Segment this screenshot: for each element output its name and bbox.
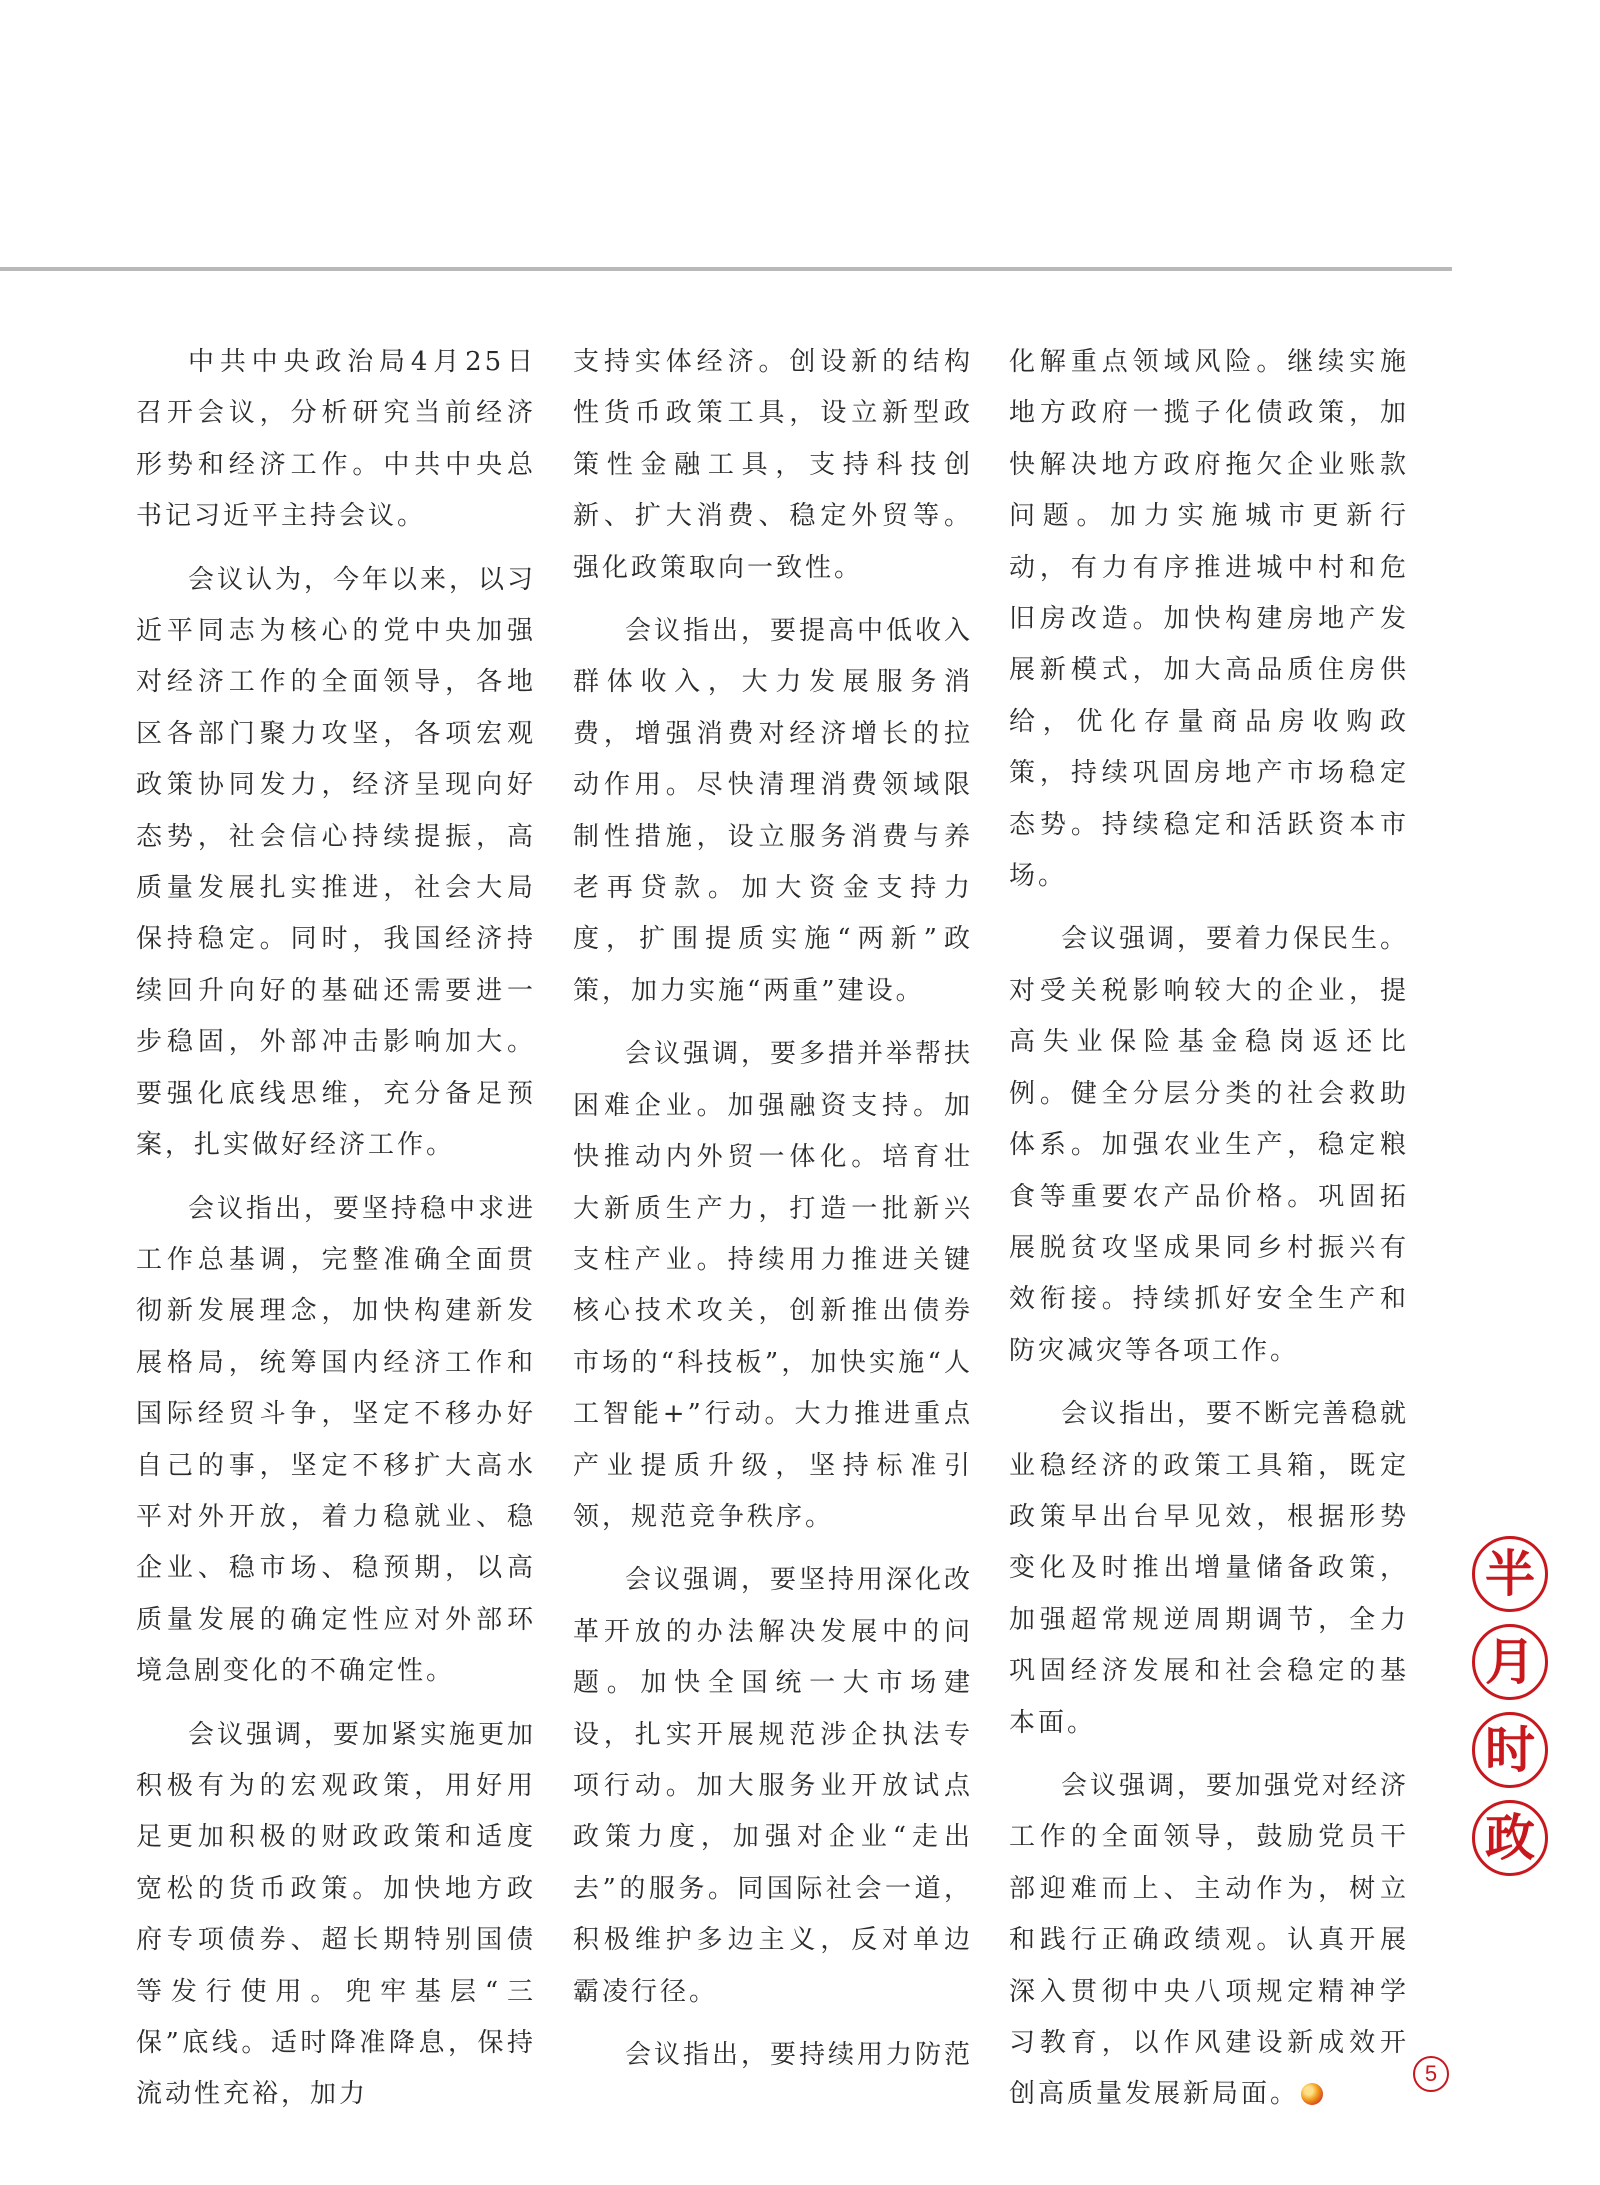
paragraph-continued: 支持实体经济。创设新的结构性货币政策工具，设立新型政策性金融工具，支持科技创新、扩大消费、稳定外贸等。强化政策取向一致性。 xyxy=(573,347,973,583)
article-column-2 xyxy=(573,337,973,2093)
paragraph: 会议指出，要不断完善稳就业稳经济的政策工具箱，既定政策早出台早见效，根据形势变化及时推出增量储备政策，加强超常规逆周期调节，全力巩固经济发展和社会稳定的基本面。 xyxy=(1009,1399,1410,1738)
paragraph: 会议指出，要坚持稳中求进工作总基调，完整准确全面贯彻新发展理念，加快构建新发展格局，统筹国内经济工作和国际经贸斗争，坚定不移办好自己的事，坚定不移扩大高水平对外开放，着力稳就业、稳企业、稳市场、稳预期，以高质量发展的确定性应对外部环境急剧变化的不确定性。 xyxy=(136,1193,537,1687)
paragraph: 会议强调，要坚持用深化改革开放的办法解决发展中的问题。加快全国统一大市场建设，扎实开展规范涉企执法专项行动。加大服务业开放试点政策力度，加强对企业“走出去”的服务。同国际社会一道，积极维护多边主义，反对单边霸凌行径。 xyxy=(573,1565,974,2007)
page-number: 5 xyxy=(1413,2056,1449,2092)
paragraph: 会议指出，要持续用力防范 xyxy=(625,2040,974,2070)
sidebar-seal-char: 半 xyxy=(1472,1536,1548,1612)
paragraph: 会议认为，今年以来，以习近平同志为核心的党中央加强对经济工作的全面领导，各地区各部门聚力攻坚，各项宏观政策协同发力，经济呈现向好态势，社会信心持续提振，高质量发展扎实推进，社会大局保持稳定。同时，我国经济持续回升向好的基础还需要进一步稳固，外部冲击影响加大。要强化底线思维，充分备足预案，扎实做好经济工作。 xyxy=(136,564,537,1161)
article-column-3 xyxy=(1009,337,1409,2133)
paragraph: 中共中央政治局4月25日召开会议，分析研究当前经济形势和经济工作。中共中央总书记习近平主持会议。 xyxy=(136,347,536,532)
paragraph-continued: 化解重点领域风险。继续实施地方政府一揽子化债政策，加快解决地方政府拖欠企业账款问题。加力实施城市更新行动，有力有序推进城中村和危旧房改造。加快构建房地产发展新模式，加大高品质住房供给，优化存量商品房收购政策，持续巩固房地产市场稳定态势。持续稳定和活跃资本市场。 xyxy=(1009,347,1409,892)
paragraph: 会议强调，要着力保民生。对受关税影响较大的企业，提高失业保险基金稳岗返还比例。健全分层分类的社会救助体系。加强农业生产，稳定粮食等重要农产品价格。巩固拓展脱贫攻坚成果同乡村振兴有效衔接。持续抓好安全生产和防灾减灾等各项工作。 xyxy=(1009,924,1410,1366)
article-column-1 xyxy=(136,337,536,2133)
paragraph: 会议指出，要提高中低收入群体收入，大力发展服务消费，增强消费对经济增长的拉动作用。尽快清理消费领域限制性措施，设立服务消费与养老再贷款。加大资金支持力度，扩围提质实施“两新”政策，加力实施“两重”建设。 xyxy=(573,616,974,1006)
sidebar-seal-char: 月 xyxy=(1472,1624,1548,1700)
header-rule xyxy=(0,267,1452,271)
end-mark-icon xyxy=(1301,2083,1323,2105)
paragraph-final xyxy=(1009,1761,1409,2121)
sidebar-seal-char: 政 xyxy=(1472,1800,1548,1876)
sidebar-seal-char: 时 xyxy=(1472,1712,1548,1788)
paragraph: 会议强调，要多措并举帮扶困难企业。加强融资支持。加快推动内外贸一体化。培育壮大新质生产力，打造一批新兴支柱产业。持续用力推进关键核心技术攻关，创新推出债券市场的“科技板”，加快实施“人工智能+”行动。大力推进重点产业提质升级，坚持标准引领，规范竞争秩序。 xyxy=(573,1039,974,1532)
paragraph: 会议强调，要加紧实施更加积极有为的宏观政策，用好用足更加积极的财政政策和适度宽松的货币政策。加快地方政府专项债券、超长期特别国债等发行使用。兜牢基层“三保”底线。适时降准降息，保持流动性充裕，加力 xyxy=(136,1719,537,2110)
paragraph-final-text: 会议强调，要加强党对经济工作的全面领导，鼓励党员干部迎难而上、主动作为，树立和践行正确政绩观。认真开展深入贯彻中央八项规定精神学习教育，以作风建设新成效开创高质量发展新局面。 xyxy=(1009,1770,1410,2110)
